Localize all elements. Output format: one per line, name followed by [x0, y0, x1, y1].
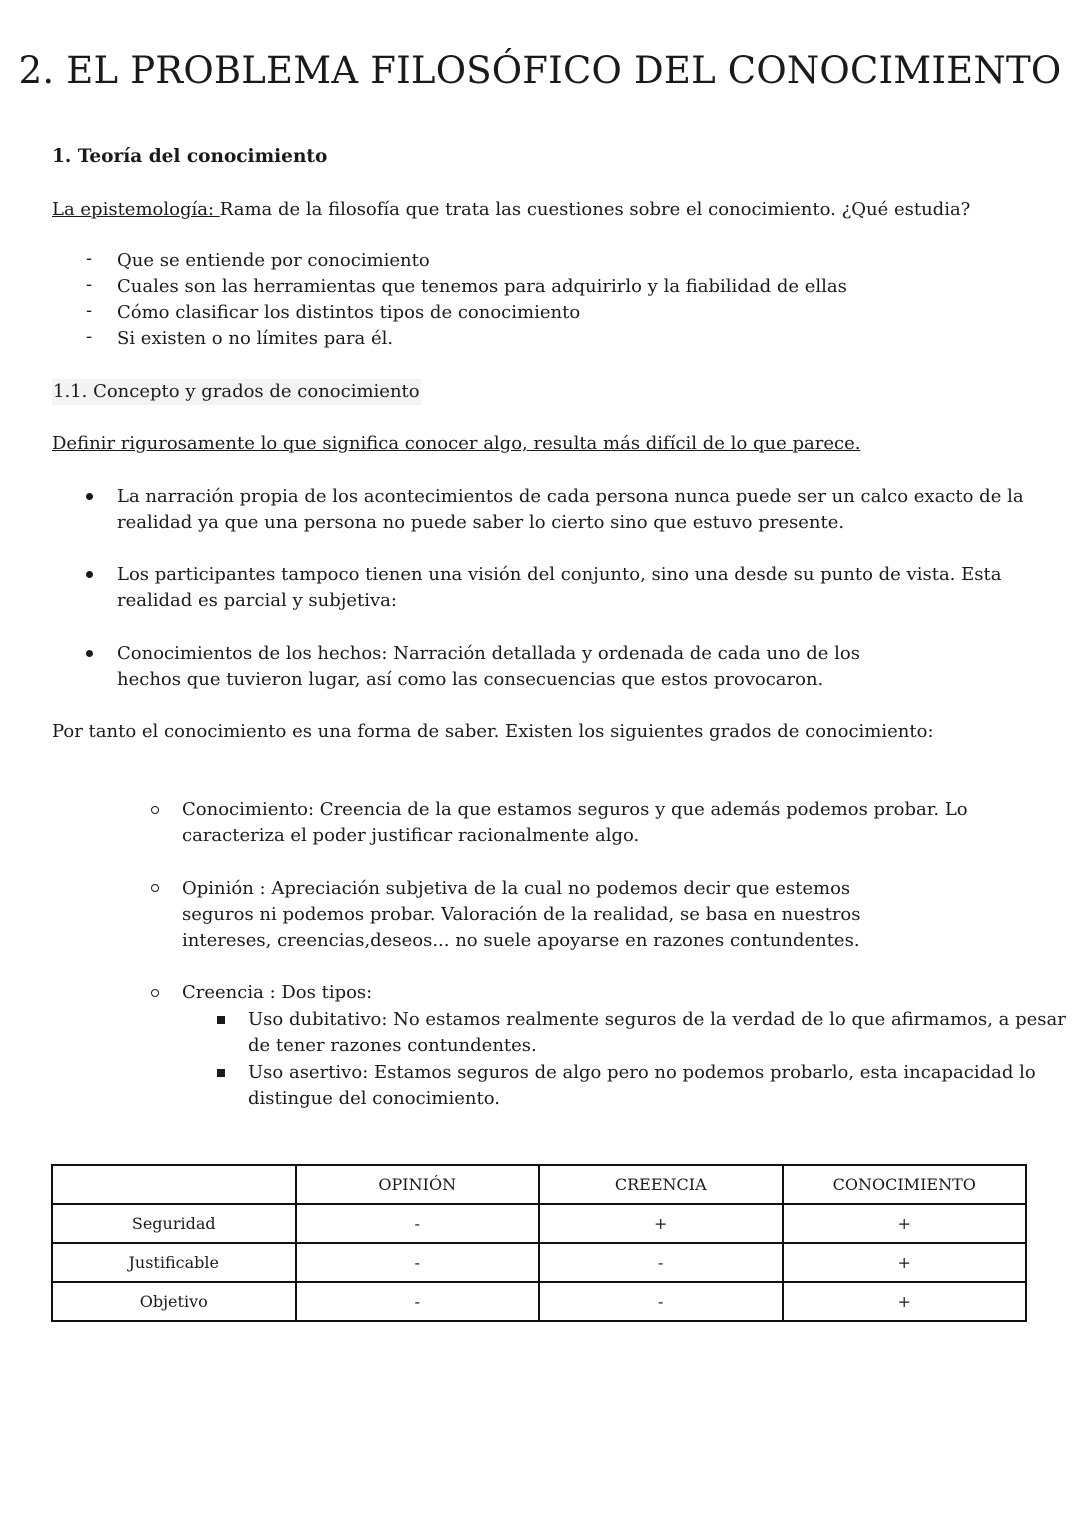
grades-intro: Por tanto el conocimiento es una forma de saber. Existen los siguientes grados de conocimiento:: [52, 721, 934, 742]
bullet-item-line: hechos que tuvieron lugar, así como las consecuencias que estos provocaron.: [117, 669, 824, 690]
table-row-label: Objetivo: [52, 1282, 296, 1321]
grade-line: Opinión : Apreciación subjetiva de la cual no podemos decir que estemos: [182, 878, 851, 899]
dash-list-item: Si existen o no límites para él.: [117, 328, 394, 349]
dash-bullet: -: [86, 300, 93, 321]
bullet-item-line: Conocimientos de los hechos: Narración detallada y ordenada de cada uno de los: [117, 643, 860, 664]
bullet-item-line: Los participantes tampoco tienen una visión del conjunto, sino una desde su punto de vista. Esta: [117, 564, 1002, 585]
table-cell: +: [783, 1282, 1027, 1321]
dash-list-item: Cuales son las herramientas que tenemos para adquirirlo y la fiabilidad de ellas: [117, 276, 847, 297]
table-header-row: [52, 1165, 1026, 1204]
epistemology-text: Rama de la filosofía que trata las cuestiones sobre el conocimiento. ¿Qué estudia?: [219, 199, 971, 220]
bullet-icon: [86, 493, 93, 500]
table-header-cell: CONOCIMIENTO: [783, 1165, 1027, 1204]
bullet-icon: [86, 571, 93, 578]
dash-list-item: Cómo clasificar los distintos tipos de conocimiento: [117, 302, 581, 323]
square-bullet-icon: [217, 1069, 225, 1077]
hollow-bullet-icon: [151, 806, 159, 814]
belief-type-line: distingue del conocimiento.: [248, 1088, 500, 1109]
epistemology-definition: [52, 197, 970, 223]
hollow-bullet-icon: [151, 884, 159, 892]
square-bullet-icon: [217, 1016, 225, 1024]
epistemology-term: La epistemología:: [52, 199, 220, 220]
dash-bullet: -: [86, 248, 93, 269]
grade-line: caracteriza el poder justificar racionalmente algo.: [182, 825, 640, 846]
dash-list-item: Que se entiende por conocimiento: [117, 250, 430, 271]
table-row: [52, 1282, 1026, 1321]
section-heading-teoria: 1. Teoría del conocimiento: [52, 146, 328, 167]
table-cell: -: [296, 1282, 540, 1321]
subsection-heading-concepto: 1.1. Concepto y grados de conocimiento: [52, 379, 421, 405]
dash-bullet: -: [86, 326, 93, 347]
bullet-item-line: La narración propia de los acontecimientos de cada persona nunca puede ser un calco exacto de la: [117, 486, 1024, 507]
table-row: [52, 1243, 1026, 1282]
table-row-label: Justificable: [52, 1243, 296, 1282]
table-header-cell: [52, 1165, 296, 1204]
grade-line: Conocimiento: Creencia de la que estamos seguros y que además podemos probar. Lo: [182, 799, 968, 820]
table-cell: +: [783, 1204, 1027, 1243]
table-row: [52, 1204, 1026, 1243]
table-cell: -: [296, 1243, 540, 1282]
bullet-item-line: realidad ya que una persona no puede saber lo cierto sino que estuvo presente.: [117, 512, 845, 533]
table-header-cell: CREENCIA: [539, 1165, 783, 1204]
underlined-statement: Definir rigurosamente lo que significa conocer algo, resulta más difícil de lo que parece.: [52, 433, 861, 454]
grade-line: Creencia : Dos tipos:: [182, 982, 373, 1003]
belief-type-line: de tener razones contundentes.: [248, 1035, 537, 1056]
comparison-table: [51, 1164, 1027, 1322]
table-cell: -: [539, 1243, 783, 1282]
belief-type-line: Uso dubitativo: No estamos realmente seguros de la verdad de lo que afirmamos, a pesar: [248, 1009, 1066, 1030]
table-cell: +: [783, 1243, 1027, 1282]
table-cell: +: [539, 1204, 783, 1243]
grade-line: seguros ni podemos probar. Valoración de la realidad, se basa en nuestros: [182, 904, 861, 925]
dash-bullet: -: [86, 274, 93, 295]
table-row-label: Seguridad: [52, 1204, 296, 1243]
bullet-item-line: realidad es parcial y subjetiva:: [117, 590, 397, 611]
grade-line: intereses, creencias,deseos... no suele apoyarse en razones contundentes.: [182, 930, 860, 951]
document-title: 2. EL PROBLEMA FILOSÓFICO DEL CONOCIMIENTO: [18, 49, 1062, 92]
belief-type-line: Uso asertivo: Estamos seguros de algo pero no podemos probarlo, esta incapacidad lo: [248, 1062, 1036, 1083]
hollow-bullet-icon: [151, 989, 159, 997]
table-cell: -: [539, 1282, 783, 1321]
table-cell: -: [296, 1204, 540, 1243]
table-header-cell: OPINIÓN: [296, 1165, 540, 1204]
bullet-icon: [86, 650, 93, 657]
